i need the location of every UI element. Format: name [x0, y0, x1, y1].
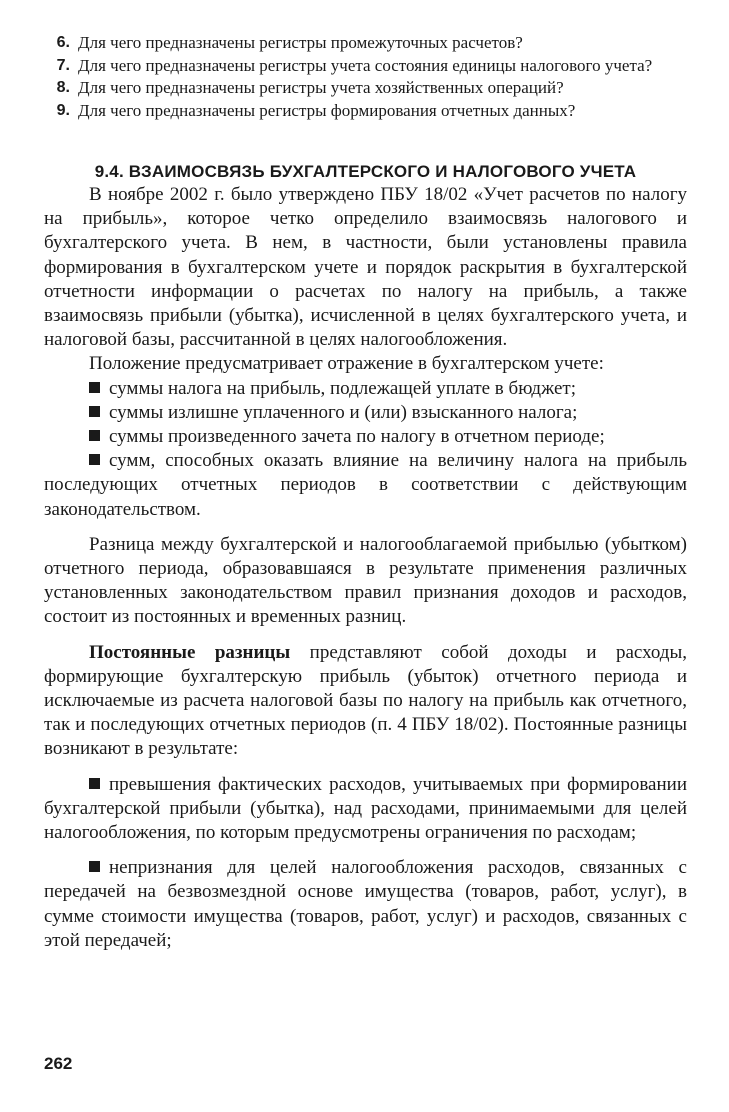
- list-item: [44, 425, 687, 449]
- page-number: 262: [44, 1054, 73, 1073]
- list-item-text: превышения фактических расходов, учитываемых при формировании бухгалтерской прибыли (убытка), над расходами, принимаемыми для целей налогообложения, по которым предусмотрены ограничения по расходам;: [44, 773, 687, 844]
- question-text: Для чего предназначены регистры учета хозяйственных операций?: [78, 78, 564, 97]
- list-item-text: сумм, способных оказать влияние на величину налога на прибыль последующих отчетных периодов в соответствии с действующим законодательством.: [44, 450, 687, 520]
- book-page: [44, 32, 687, 953]
- question-number: 9.: [56, 101, 70, 119]
- list-item: [44, 401, 687, 425]
- question-text: Для чего предназначены регистры формирования отчетных данных?: [78, 100, 576, 120]
- bullet-square-icon: [89, 454, 100, 465]
- bullet-square-icon: [89, 778, 100, 789]
- list-item-text: суммы налога на прибыль, подлежащей уплате в бюджет;: [109, 377, 576, 399]
- question-text: Для чего предназначены регистры учета состояния единицы налогового учета?: [78, 55, 653, 75]
- list-item: [44, 377, 687, 401]
- question-number: 6.: [56, 34, 70, 51]
- term-permanent-differences: Постоянные разницы: [89, 641, 291, 663]
- paragraph-intro: В ноябре 2002 г. было утверждено ПБУ 18/02 «Учет расчетов по налогу на прибыль», которое четко определило взаимосвязь налогового и бухгалтерского учета. В нем, в частности, были установлены правила формирования в бухгалтерском учете и порядок раскрытия в бухгалтерской отчетности информации о расчетах по налогу на прибыль, а также взаимосвязь прибыли (убытка), исчисленной в целях бухгалтерского учета, и налоговой базы, рассчитанной в целях налогообложения.: [44, 184, 687, 351]
- paragraph-spacer: [44, 845, 687, 856]
- paragraph-text: представляют собой доходы и расходы, формирующие бухгалтерскую прибыль (убыток) отчетного периода и исключаемые из расчета налоговой базы по налогу на прибыль как отчетного, так и последующих отчетных периодов (п. 4 ПБУ 18/02). Постоянные разницы возникают в результате:: [44, 641, 687, 760]
- list-item-text: суммы произведенного зачета по налогу в отчетном периоде;: [109, 426, 605, 448]
- question-number: 8.: [56, 79, 70, 96]
- question-item: [44, 55, 687, 78]
- paragraph-spacer: [44, 630, 687, 641]
- bullet-square-icon: [89, 382, 100, 393]
- question-number: 7.: [56, 56, 70, 74]
- bullet-square-icon: [89, 406, 100, 417]
- paragraph-permanent-differences: [44, 641, 687, 762]
- list-item: [44, 449, 687, 522]
- section-heading: 9.4. ВЗАИМОСВЯЗЬ БУХГАЛТЕРСКОГО И НАЛОГОВОГО УЧЕТА: [94, 162, 637, 181]
- paragraph-spacer: [44, 522, 687, 533]
- bullet-square-icon: [89, 861, 100, 872]
- list-item-text: суммы излишне уплаченного и (или) взысканного налога;: [109, 401, 578, 423]
- question-item: [44, 100, 687, 123]
- section-body: [44, 183, 687, 953]
- paragraph-differences: Разница между бухгалтерской и налогооблагаемой прибылью (убытком) отчетного периода, образовавшаяся в результате применения различных установленных законодательством правил признания доходов и расходов, состоит из постоянных и временных разниц.: [44, 533, 687, 628]
- list-item-text: непризнания для целей налогообложения расходов, связанных с передачей на безвозмездной основе имущества (товаров, работ, услуг), в сумме стоимости имущества (товаров, работ, услуг) и расходов, связанных с этой передачей;: [44, 857, 687, 951]
- paragraph-spacer: [44, 762, 687, 773]
- list-item: [44, 856, 687, 953]
- review-questions-list: [44, 32, 687, 122]
- paragraph-provisions: Положение предусматривает отражение в бухгалтерском учете:: [89, 353, 604, 375]
- list-item: [44, 773, 687, 846]
- question-text: Для чего предназначены регистры промежуточных расчетов?: [78, 33, 523, 52]
- question-item: [44, 77, 687, 100]
- bullet-square-icon: [89, 430, 100, 441]
- question-item: [44, 32, 687, 55]
